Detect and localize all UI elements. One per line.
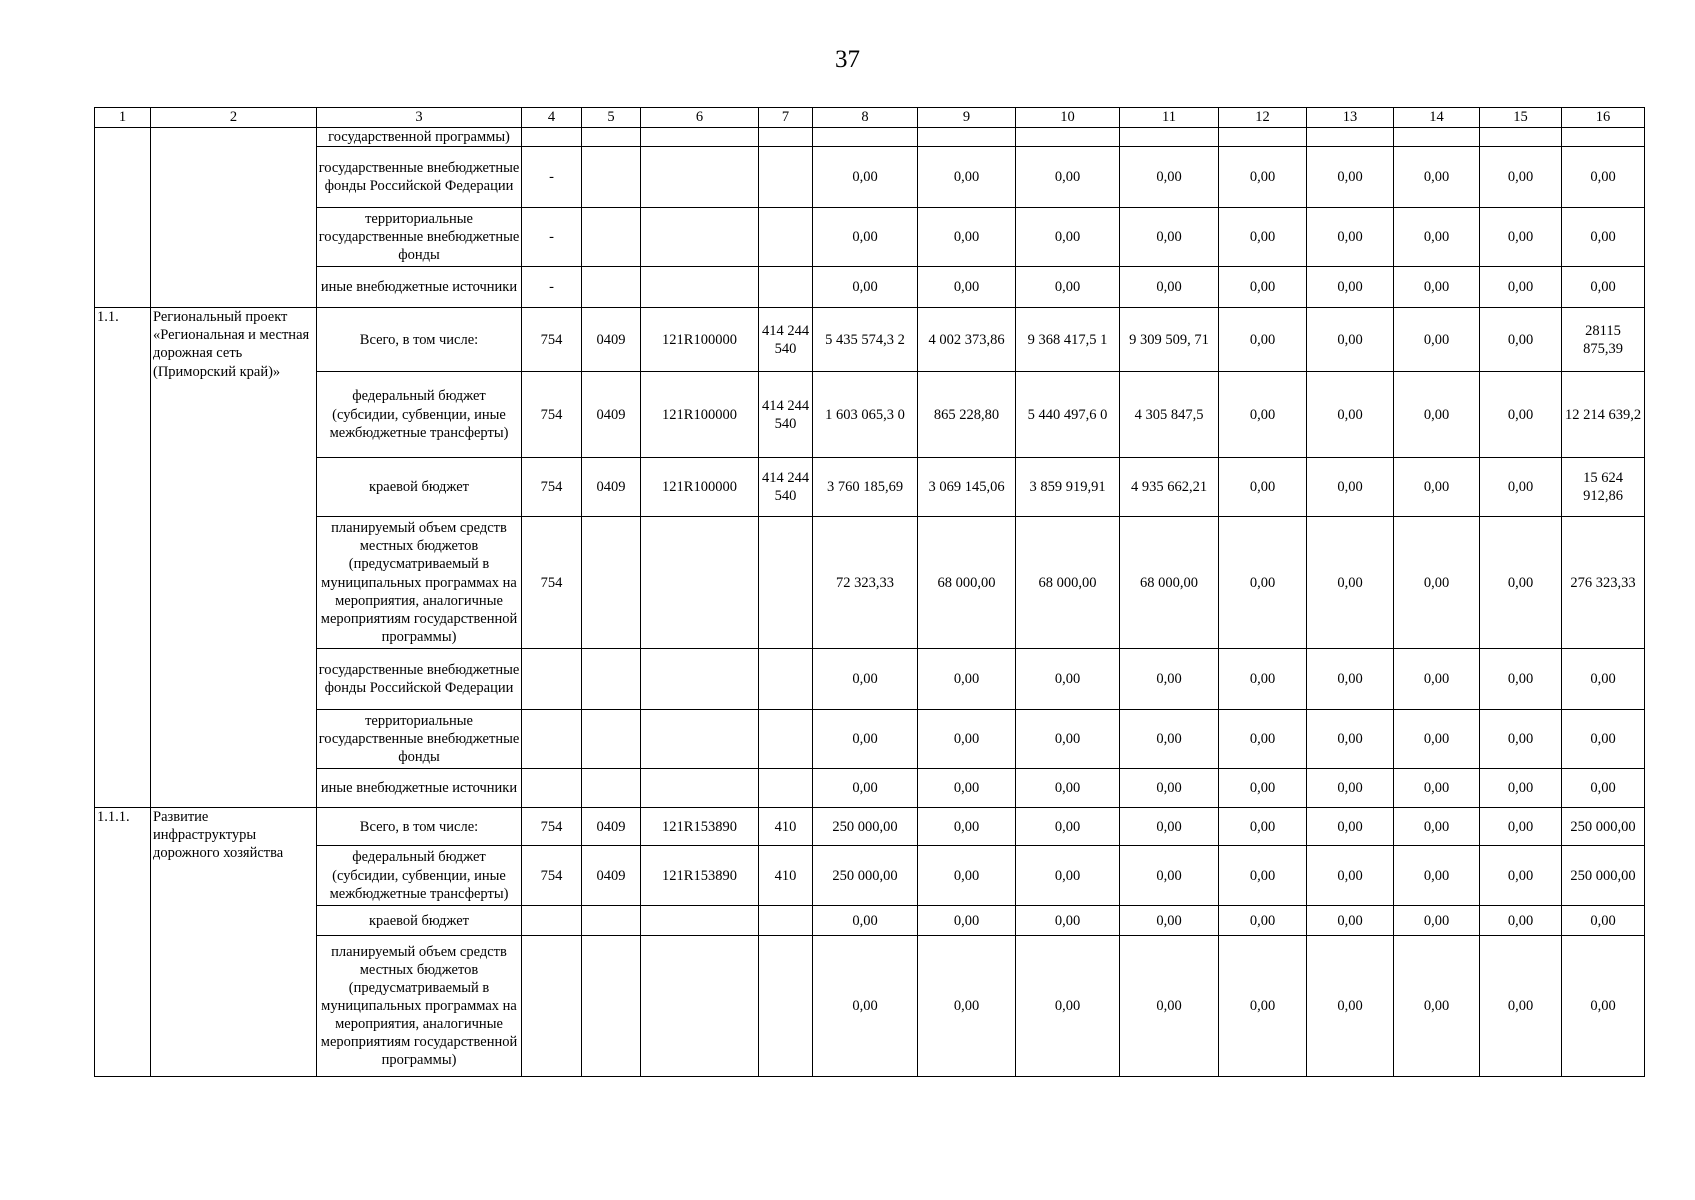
value-cell: 68 000,00 — [1120, 517, 1219, 649]
value-cell — [1562, 128, 1645, 147]
row-number-cell — [95, 128, 151, 308]
value-cell: 0,00 — [1562, 710, 1645, 769]
value-cell: 0,00 — [1307, 710, 1394, 769]
value-cell: 0,00 — [918, 769, 1016, 808]
value-cell: 1 603 065,3 0 — [813, 372, 918, 458]
value-cell: 3 760 185,69 — [813, 458, 918, 517]
value-cell: 0,00 — [1120, 208, 1219, 267]
header-cell: 15 — [1480, 108, 1562, 128]
value-cell: 0,00 — [1219, 649, 1307, 710]
value-cell: 0,00 — [1394, 458, 1480, 517]
value-cell: 0,00 — [813, 267, 918, 308]
value-cell: 72 323,33 — [813, 517, 918, 649]
value-cell: 0,00 — [918, 936, 1016, 1077]
value-cell: 0,00 — [1562, 267, 1645, 308]
code-cell: 414 244 540 — [759, 372, 813, 458]
source-cell: планируемый объем средств местных бюджетов (предусматриваемый в муниципальных программах на мероприятия, аналогичные мероприятиям государственной программы) — [317, 517, 522, 649]
value-cell: 0,00 — [1480, 906, 1562, 936]
value-cell: 0,00 — [1394, 906, 1480, 936]
value-cell: 0,00 — [1562, 649, 1645, 710]
value-cell: 5 435 574,3 2 — [813, 308, 918, 372]
value-cell: 276 323,33 — [1562, 517, 1645, 649]
value-cell: 0,00 — [1120, 147, 1219, 208]
value-cell: 0,00 — [1307, 808, 1394, 846]
value-cell: 0,00 — [1562, 906, 1645, 936]
value-cell — [1480, 128, 1562, 147]
value-cell: 0,00 — [1219, 267, 1307, 308]
code-cell — [759, 649, 813, 710]
table-row — [95, 710, 1645, 769]
value-cell: 0,00 — [1307, 208, 1394, 267]
value-cell: 0,00 — [1016, 846, 1120, 906]
code-cell — [522, 710, 582, 769]
value-cell: 0,00 — [1394, 147, 1480, 208]
code-cell — [582, 769, 641, 808]
value-cell: 9 309 509, 71 — [1120, 308, 1219, 372]
event-name-cell: Региональный проект «Региональная и местная дорожная сеть (Приморский край)» — [151, 308, 317, 808]
value-cell: 0,00 — [1394, 808, 1480, 846]
value-cell: 9 368 417,5 1 — [1016, 308, 1120, 372]
value-cell: 0,00 — [1219, 710, 1307, 769]
code-cell — [641, 936, 759, 1077]
value-cell: 0,00 — [1480, 267, 1562, 308]
value-cell: 0,00 — [918, 208, 1016, 267]
value-cell: 0,00 — [1307, 769, 1394, 808]
header-cell: 6 — [641, 108, 759, 128]
code-cell: 414 244 540 — [759, 308, 813, 372]
value-cell: 0,00 — [1562, 208, 1645, 267]
row-number-cell: 1.1.1. — [95, 808, 151, 1077]
code-cell: 0409 — [582, 808, 641, 846]
value-cell: 0,00 — [918, 147, 1016, 208]
header-cell: 8 — [813, 108, 918, 128]
table-row — [95, 147, 1645, 208]
code-cell — [582, 147, 641, 208]
value-cell — [1120, 128, 1219, 147]
source-cell: территориальные государственные внебюджетные фонды — [317, 710, 522, 769]
source-cell: планируемый объем средств местных бюджетов (предусматриваемый в муниципальных программах на мероприятия, аналогичные мероприятиям государственной программы) — [317, 936, 522, 1077]
value-cell: 0,00 — [1219, 769, 1307, 808]
value-cell: 0,00 — [1219, 808, 1307, 846]
value-cell: 0,00 — [1307, 267, 1394, 308]
value-cell: 0,00 — [1480, 372, 1562, 458]
code-cell: 121R100000 — [641, 308, 759, 372]
value-cell: 0,00 — [918, 649, 1016, 710]
source-cell: Всего, в том числе: — [317, 808, 522, 846]
event-name-cell: Развитие инфраструктуры дорожного хозяйства — [151, 808, 317, 1077]
value-cell: 0,00 — [1016, 769, 1120, 808]
value-cell: 0,00 — [1219, 846, 1307, 906]
code-cell — [582, 906, 641, 936]
value-cell: 0,00 — [1219, 147, 1307, 208]
value-cell: 0,00 — [1219, 372, 1307, 458]
table-row — [95, 128, 1645, 147]
code-cell — [641, 147, 759, 208]
table-row — [95, 846, 1645, 906]
value-cell: 250 000,00 — [813, 846, 918, 906]
code-cell — [641, 769, 759, 808]
code-cell — [759, 517, 813, 649]
value-cell: 0,00 — [1307, 308, 1394, 372]
code-cell: - — [522, 267, 582, 308]
value-cell: 28115 875,39 — [1562, 308, 1645, 372]
table-row — [95, 517, 1645, 649]
source-cell: федеральный бюджет (субсидии, субвенции, иные межбюджетные трансферты) — [317, 372, 522, 458]
value-cell: 0,00 — [1120, 267, 1219, 308]
value-cell: 0,00 — [1307, 649, 1394, 710]
value-cell: 0,00 — [1120, 710, 1219, 769]
code-cell: 0409 — [582, 308, 641, 372]
value-cell: 0,00 — [1219, 458, 1307, 517]
value-cell: 15 624 912,86 — [1562, 458, 1645, 517]
value-cell: 0,00 — [1016, 147, 1120, 208]
code-cell: 0409 — [582, 458, 641, 517]
code-cell — [582, 208, 641, 267]
value-cell: 0,00 — [918, 808, 1016, 846]
table-row — [95, 458, 1645, 517]
code-cell: 121R153890 — [641, 808, 759, 846]
code-cell — [641, 710, 759, 769]
value-cell: 0,00 — [1480, 208, 1562, 267]
value-cell: 12 214 639,2 — [1562, 372, 1645, 458]
value-cell: 0,00 — [1480, 936, 1562, 1077]
code-cell — [641, 906, 759, 936]
value-cell: 0,00 — [1562, 769, 1645, 808]
code-cell — [582, 517, 641, 649]
value-cell: 0,00 — [1016, 208, 1120, 267]
table-row — [95, 267, 1645, 308]
value-cell — [1307, 128, 1394, 147]
code-cell: 754 — [522, 808, 582, 846]
value-cell: 0,00 — [1480, 147, 1562, 208]
value-cell: 0,00 — [1480, 769, 1562, 808]
value-cell: 4 002 373,86 — [918, 308, 1016, 372]
code-cell — [759, 769, 813, 808]
value-cell: 0,00 — [1480, 649, 1562, 710]
value-cell: 0,00 — [1394, 267, 1480, 308]
value-cell: 0,00 — [1480, 808, 1562, 846]
value-cell: 250 000,00 — [1562, 808, 1645, 846]
value-cell: 0,00 — [1016, 710, 1120, 769]
code-cell — [522, 769, 582, 808]
value-cell: 68 000,00 — [1016, 517, 1120, 649]
value-cell: 0,00 — [1562, 936, 1645, 1077]
value-cell: 0,00 — [1394, 769, 1480, 808]
value-cell: 0,00 — [1307, 147, 1394, 208]
value-cell — [1016, 128, 1120, 147]
code-cell: 754 — [522, 458, 582, 517]
value-cell: 0,00 — [1307, 846, 1394, 906]
value-cell: 0,00 — [1307, 517, 1394, 649]
value-cell: 250 000,00 — [813, 808, 918, 846]
event-name-cell — [151, 128, 317, 308]
code-cell — [641, 208, 759, 267]
value-cell: 0,00 — [1394, 846, 1480, 906]
code-cell — [522, 649, 582, 710]
value-cell: 0,00 — [1120, 846, 1219, 906]
code-cell — [522, 936, 582, 1077]
code-cell — [641, 649, 759, 710]
table-row — [95, 372, 1645, 458]
value-cell: 3 859 919,91 — [1016, 458, 1120, 517]
header-cell: 3 — [317, 108, 522, 128]
value-cell: 0,00 — [813, 936, 918, 1077]
value-cell: 0,00 — [918, 846, 1016, 906]
value-cell: 0,00 — [1219, 906, 1307, 936]
table-row — [95, 936, 1645, 1077]
row-number-cell: 1.1. — [95, 308, 151, 808]
value-cell: 0,00 — [1394, 372, 1480, 458]
header-cell: 11 — [1120, 108, 1219, 128]
code-cell: 0409 — [582, 372, 641, 458]
header-cell: 5 — [582, 108, 641, 128]
value-cell: 0,00 — [1016, 936, 1120, 1077]
value-cell: 0,00 — [813, 710, 918, 769]
value-cell: 0,00 — [813, 906, 918, 936]
source-cell: территориальные государственные внебюджетные фонды — [317, 208, 522, 267]
value-cell: 0,00 — [1307, 372, 1394, 458]
value-cell — [1394, 128, 1480, 147]
value-cell: 0,00 — [918, 906, 1016, 936]
header-cell: 10 — [1016, 108, 1120, 128]
value-cell: 0,00 — [1016, 267, 1120, 308]
code-cell — [582, 710, 641, 769]
value-cell: 0,00 — [813, 147, 918, 208]
code-cell: 410 — [759, 846, 813, 906]
source-cell: федеральный бюджет (субсидии, субвенции, иные межбюджетные трансферты) — [317, 846, 522, 906]
value-cell: 0,00 — [1307, 906, 1394, 936]
value-cell: 5 440 497,6 0 — [1016, 372, 1120, 458]
value-cell: 0,00 — [1120, 936, 1219, 1077]
header-row — [95, 108, 1645, 128]
value-cell — [813, 128, 918, 147]
table-row — [95, 808, 1645, 846]
source-cell: иные внебюджетные источники — [317, 769, 522, 808]
header-cell: 7 — [759, 108, 813, 128]
value-cell: 0,00 — [1219, 208, 1307, 267]
value-cell: 0,00 — [1016, 808, 1120, 846]
value-cell: 0,00 — [1480, 517, 1562, 649]
code-cell — [759, 906, 813, 936]
table-row — [95, 769, 1645, 808]
code-cell: - — [522, 208, 582, 267]
value-cell: 0,00 — [1219, 308, 1307, 372]
value-cell: 0,00 — [1394, 649, 1480, 710]
value-cell: 0,00 — [813, 649, 918, 710]
code-cell — [759, 128, 813, 147]
value-cell: 0,00 — [1562, 147, 1645, 208]
code-cell — [582, 267, 641, 308]
header-cell: 2 — [151, 108, 317, 128]
code-cell: 754 — [522, 846, 582, 906]
code-cell: 121R100000 — [641, 458, 759, 517]
source-cell: иные внебюджетные источники — [317, 267, 522, 308]
value-cell: 0,00 — [1394, 936, 1480, 1077]
table-row — [95, 906, 1645, 936]
value-cell: 0,00 — [1394, 208, 1480, 267]
source-cell: краевой бюджет — [317, 906, 522, 936]
header-cell: 13 — [1307, 108, 1394, 128]
value-cell — [918, 128, 1016, 147]
code-cell — [759, 936, 813, 1077]
value-cell: 68 000,00 — [918, 517, 1016, 649]
code-cell — [582, 649, 641, 710]
value-cell: 865 228,80 — [918, 372, 1016, 458]
source-cell: краевой бюджет — [317, 458, 522, 517]
code-cell — [759, 267, 813, 308]
value-cell: 0,00 — [1480, 308, 1562, 372]
code-cell — [522, 128, 582, 147]
code-cell — [641, 128, 759, 147]
table-row — [95, 649, 1645, 710]
code-cell — [759, 208, 813, 267]
budget-table — [94, 107, 1645, 1077]
value-cell: 0,00 — [1394, 308, 1480, 372]
code-cell: 754 — [522, 372, 582, 458]
value-cell: 0,00 — [1394, 517, 1480, 649]
value-cell: 0,00 — [918, 267, 1016, 308]
table-row — [95, 308, 1645, 372]
value-cell: 0,00 — [918, 710, 1016, 769]
value-cell: 0,00 — [1480, 710, 1562, 769]
code-cell: - — [522, 147, 582, 208]
code-cell — [641, 517, 759, 649]
source-cell: государственные внебюджетные фонды Российской Федерации — [317, 649, 522, 710]
header-cell: 9 — [918, 108, 1016, 128]
value-cell: 250 000,00 — [1562, 846, 1645, 906]
value-cell: 0,00 — [1120, 808, 1219, 846]
code-cell — [641, 267, 759, 308]
header-cell: 4 — [522, 108, 582, 128]
code-cell: 410 — [759, 808, 813, 846]
code-cell — [582, 936, 641, 1077]
code-cell — [759, 710, 813, 769]
value-cell: 0,00 — [1480, 458, 1562, 517]
code-cell: 754 — [522, 308, 582, 372]
header-cell: 1 — [95, 108, 151, 128]
value-cell: 0,00 — [1219, 517, 1307, 649]
code-cell — [759, 147, 813, 208]
value-cell: 0,00 — [1480, 846, 1562, 906]
header-cell: 16 — [1562, 108, 1645, 128]
value-cell: 3 069 145,06 — [918, 458, 1016, 517]
page-number: 37 — [835, 46, 860, 73]
header-cell: 12 — [1219, 108, 1307, 128]
value-cell: 0,00 — [1016, 906, 1120, 936]
code-cell — [522, 906, 582, 936]
value-cell: 4 305 847,5 — [1120, 372, 1219, 458]
value-cell: 0,00 — [1307, 458, 1394, 517]
code-cell: 0409 — [582, 846, 641, 906]
value-cell: 0,00 — [1120, 769, 1219, 808]
header-cell: 14 — [1394, 108, 1480, 128]
source-cell: государственные внебюджетные фонды Российской Федерации — [317, 147, 522, 208]
value-cell: 0,00 — [1219, 936, 1307, 1077]
code-cell: 121R100000 — [641, 372, 759, 458]
value-cell: 0,00 — [1307, 936, 1394, 1077]
value-cell: 0,00 — [813, 769, 918, 808]
source-cell: Всего, в том числе: — [317, 308, 522, 372]
code-cell: 121R153890 — [641, 846, 759, 906]
source-cell: государственной программы) — [317, 128, 522, 147]
value-cell: 0,00 — [813, 208, 918, 267]
code-cell: 754 — [522, 517, 582, 649]
value-cell: 0,00 — [1120, 649, 1219, 710]
value-cell: 0,00 — [1016, 649, 1120, 710]
code-cell: 414 244 540 — [759, 458, 813, 517]
value-cell: 0,00 — [1120, 906, 1219, 936]
table-row — [95, 208, 1645, 267]
value-cell: 0,00 — [1394, 710, 1480, 769]
value-cell — [1219, 128, 1307, 147]
value-cell: 4 935 662,21 — [1120, 458, 1219, 517]
code-cell — [582, 128, 641, 147]
